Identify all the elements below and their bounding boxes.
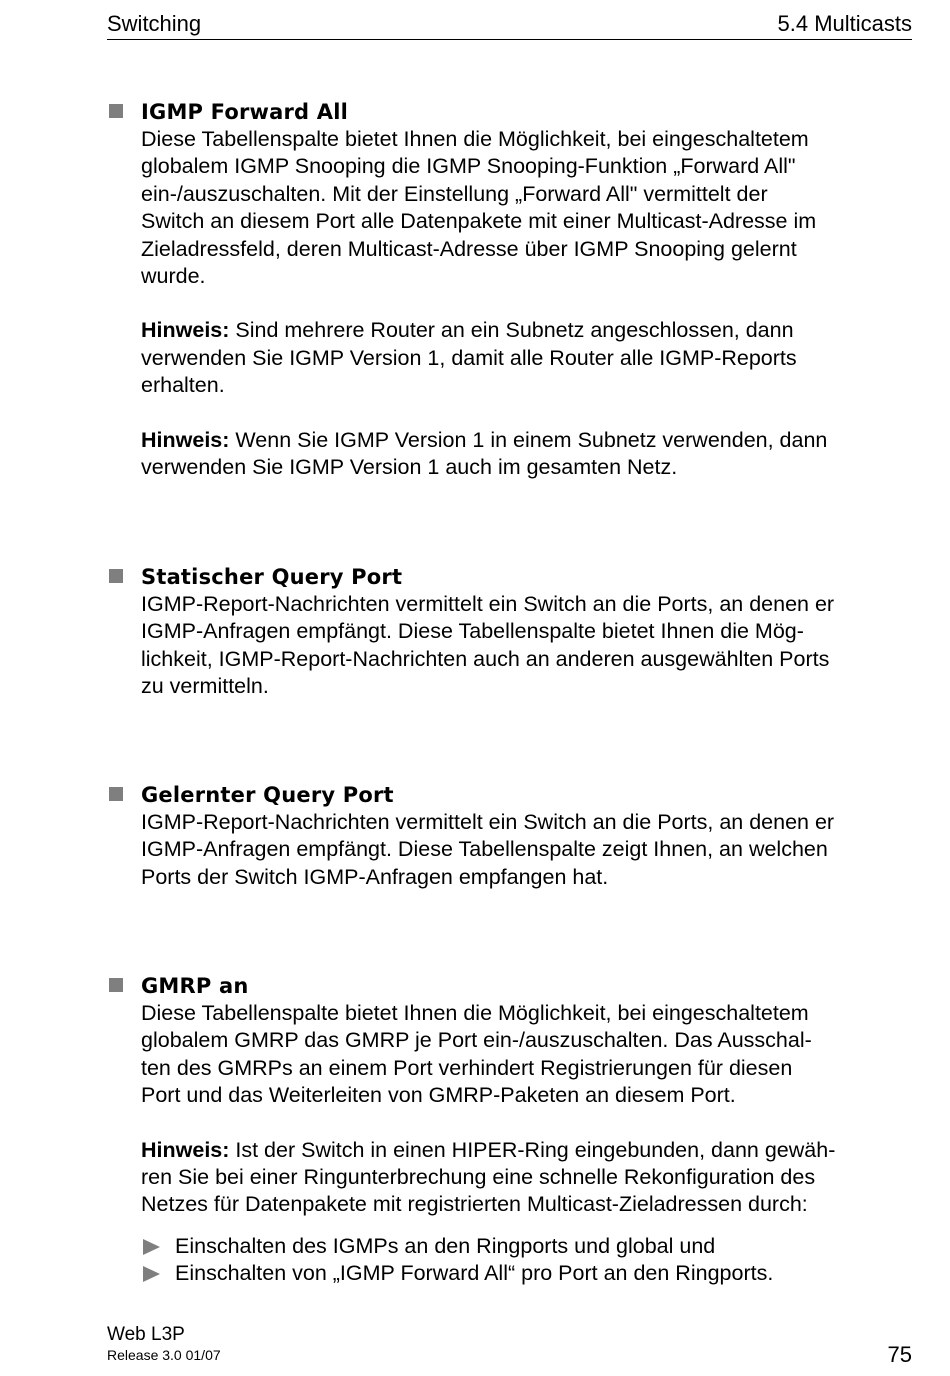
square-bullet-icon	[109, 569, 123, 583]
list-item: Einschalten von „IGMP Forward All“ pro Port an den Ringports.	[141, 1260, 910, 1287]
paragraph: Diese Tabellenspalte bietet Ihnen die Möglichkeit, bei eingeschaltetem globalem IGMP Snooping die IGMP Snooping-Funktion „Forward All" ein-/auszuschalten. Mit der Einstellung „Forward All" vermittelt der Switch an diesem Port alle Datenpakete mit einer Multicast-Adresse im Zieladressfeld, deren Multicast-Adresse über IGMP Snooping gelernt wurde.	[141, 127, 817, 289]
triangle-arrow-icon	[143, 1266, 160, 1282]
note-label: Hinweis:	[141, 1137, 230, 1162]
paragraph: IGMP-Report-Nachrichten vermittelt ein Switch an die Ports, an denen er IGMP-Anfragen empfängt. Diese Tabellenspalte zeigt Ihnen, an welchen Ports der Switch IGMP-Anfragen empfangen hat.	[141, 810, 835, 889]
chapter-title: Switching	[107, 11, 202, 36]
section-gelernter-query-port	[107, 782, 910, 891]
note-label: Hinweis:	[141, 427, 230, 452]
square-bullet-icon	[109, 787, 123, 801]
section-heading: GMRP an	[141, 974, 249, 998]
paragraph: IGMP-Report-Nachrichten vermittelt ein Switch an die Ports, an denen er IGMP-Anfragen empfängt. Diese Tabellenspalte bietet Ihnen die Mög- lichkeit, IGMP-Report-Nachrichten auch an anderen ausgewählten Ports zu vermitteln.	[141, 592, 835, 699]
section-statischer-query-port	[107, 564, 910, 701]
square-bullet-icon	[109, 104, 123, 118]
section-gmrp-an	[107, 973, 910, 1288]
note-label: Hinweis:	[141, 318, 230, 343]
note-paragraph: Hinweis: Ist der Switch in einen HIPER-Ring eingebunden, dann gewäh- ren Sie bei einer Ringunterbrechung eine schnelle Rekonfiguration des Netzes für Datenpakete mit registrierten Multicast-Zieladressen durch:	[141, 1137, 836, 1217]
section-title: 5.4 Multicasts	[777, 11, 912, 36]
section-igmp-forward-all	[107, 99, 910, 481]
page-number: 75	[887, 1342, 912, 1367]
square-bullet-icon	[109, 978, 123, 992]
section-heading: Statischer Query Port	[141, 565, 403, 589]
page-header	[107, 6, 912, 40]
list-item: Einschalten des IGMPs an den Ringports und global und	[141, 1233, 910, 1260]
triangle-arrow-icon	[143, 1239, 160, 1255]
release-info: Release 3.0 01/07	[107, 1347, 221, 1363]
page-footer	[107, 1324, 221, 1364]
manual-title: Web L3P	[107, 1324, 185, 1345]
section-heading: Gelernter Query Port	[141, 783, 394, 807]
note-paragraph: Hinweis: Wenn Sie IGMP Version 1 in einem Subnetz verwenden, dann verwenden Sie IGMP Version 1 auch im gesamten Netz.	[141, 427, 828, 480]
paragraph: Diese Tabellenspalte bietet Ihnen die Möglichkeit, bei eingeschaltetem globalem GMRP das GMRP je Port ein-/auszuschalten. Das Ausschal- ten des GMRPs an einem Port verhindert Registrierungen für diesen Port und das Weiterleiten von GMRP-Paketen an diesem Port.	[141, 1001, 812, 1108]
section-heading: IGMP Forward All	[141, 100, 349, 124]
step-list	[141, 1233, 910, 1288]
note-paragraph: Hinweis: Sind mehrere Router an ein Subnetz angeschlossen, dann verwenden Sie IGMP Version 1, damit alle Router alle IGMP-Reports erhalten.	[141, 318, 797, 398]
